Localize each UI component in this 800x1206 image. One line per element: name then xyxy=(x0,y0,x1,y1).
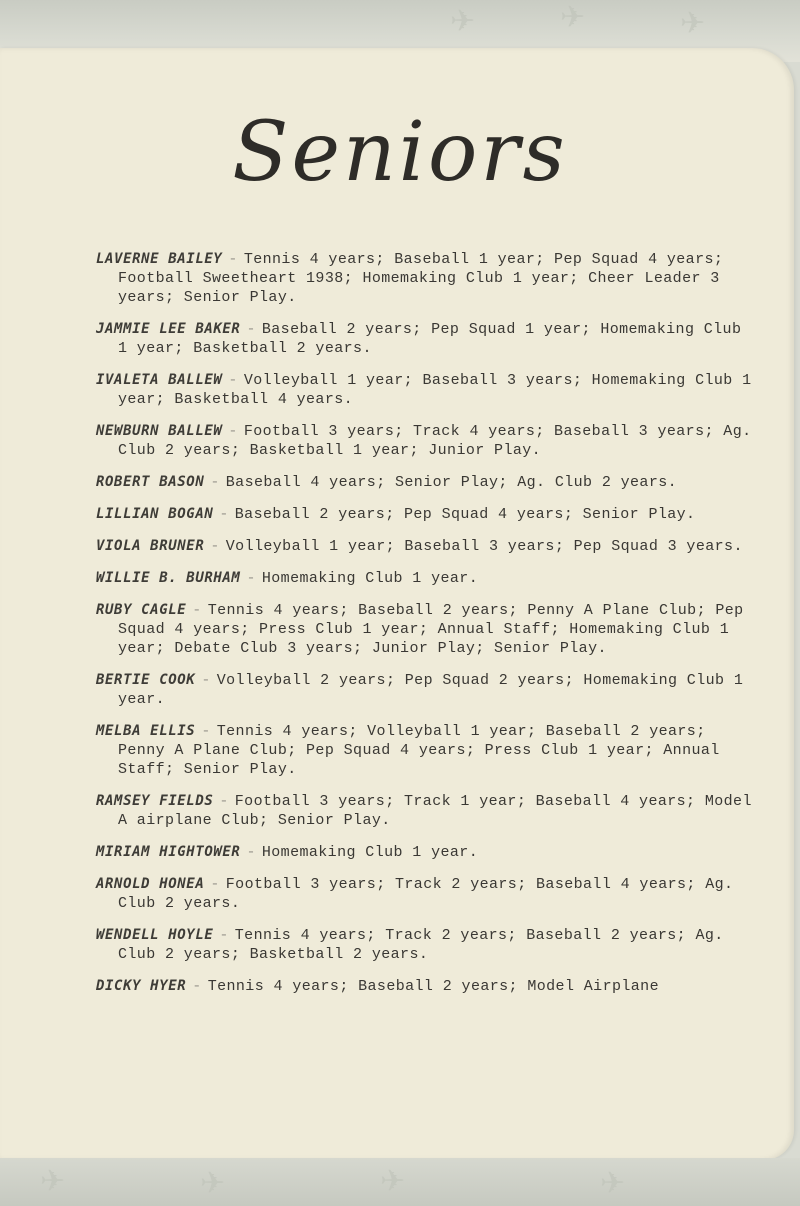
separator-dash: - xyxy=(201,672,211,689)
senior-entry xyxy=(96,422,756,460)
separator-dash: - xyxy=(192,602,202,619)
senior-activities: Homemaking Club 1 year. xyxy=(261,570,479,587)
senior-entry xyxy=(96,601,756,658)
separator-dash: - xyxy=(228,423,238,440)
senior-activities: Volleyball 1 year; Baseball 3 years; Pep Squad 3 years. xyxy=(225,538,743,555)
senior-activities: Volleyball 2 years; Pep Squad 2 years; Homemaking Club 1 year. xyxy=(118,672,744,708)
senior-name: BERTIE COOK xyxy=(96,672,196,688)
separator-dash: - xyxy=(192,978,202,995)
seniors-list xyxy=(96,250,756,1009)
senior-entry xyxy=(96,473,756,492)
senior-name: LAVERNE BAILEY xyxy=(96,251,223,267)
separator-dash: - xyxy=(201,723,211,740)
separator-dash: - xyxy=(246,570,256,587)
senior-name: DICKY HYER xyxy=(96,978,187,994)
senior-activities: Football 3 years; Track 4 years; Baseball 3 years; Ag. Club 2 years; Basketball 1 year; Junior Play. xyxy=(118,423,752,459)
senior-name: MELBA ELLIS xyxy=(96,723,196,739)
separator-dash: - xyxy=(210,876,220,893)
airplane-icon: ✈ xyxy=(380,1164,406,1199)
separator-dash: - xyxy=(228,251,238,268)
senior-activities: Baseball 2 years; Pep Squad 1 year; Homemaking Club 1 year; Basketball 2 years. xyxy=(118,321,742,357)
separator-dash: - xyxy=(219,793,229,810)
airplane-icon: ✈ xyxy=(680,6,706,41)
separator-dash: - xyxy=(219,506,229,523)
senior-entry xyxy=(96,722,756,779)
senior-entry xyxy=(96,371,756,409)
separator-dash: - xyxy=(219,927,229,944)
separator-dash: - xyxy=(210,538,220,555)
senior-name: IVALETA BALLEW xyxy=(96,372,223,388)
senior-entry xyxy=(96,875,756,913)
senior-name: WENDELL HOYLE xyxy=(96,927,214,943)
senior-name: NEWBURN BALLEW xyxy=(96,423,223,439)
senior-activities: Tennis 4 years; Volleyball 1 year; Baseball 2 years; Penny A Plane Club; Pep Squad 4 years; Press Club 1 year; Annual Staff; Senior Play. xyxy=(118,723,720,778)
senior-activities: Tennis 4 years; Baseball 2 years; Model Airplane xyxy=(207,978,659,995)
senior-activities: Tennis 4 years; Baseball 1 year; Pep Squad 4 years; Football Sweetheart 1938; Homemaking Club 1 year; Cheer Leader 3 years; Senior Play. xyxy=(118,251,724,306)
senior-activities: Baseball 2 years; Pep Squad 4 years; Senior Play. xyxy=(234,506,696,523)
separator-dash: - xyxy=(228,372,238,389)
senior-entry xyxy=(96,926,756,964)
senior-name: ARNOLD HONEA xyxy=(96,876,205,892)
separator-dash: - xyxy=(246,844,256,861)
senior-name: JAMMIE LEE BAKER xyxy=(96,321,241,337)
senior-activities: Tennis 4 years; Baseball 2 years; Penny A Plane Club; Pep Squad 4 years; Press Club 1 year; Annual Staff; Homemaking Club 1 year; Debate Club 3 years; Junior Play; Senior Play. xyxy=(118,602,744,657)
senior-name: RAMSEY FIELDS xyxy=(96,793,214,809)
senior-entry xyxy=(96,250,756,307)
airplane-icon: ✈ xyxy=(40,1164,66,1199)
senior-name: WILLIE B. BURHAM xyxy=(96,570,241,586)
senior-entry xyxy=(96,671,756,709)
senior-entry xyxy=(96,505,756,524)
separator-dash: - xyxy=(210,474,220,491)
airplane-icon: ✈ xyxy=(560,0,586,35)
senior-entry xyxy=(96,569,756,588)
airplane-icon: ✈ xyxy=(600,1166,626,1201)
senior-activities: Football 3 years; Track 2 years; Baseball 4 years; Ag. Club 2 years. xyxy=(118,876,734,912)
senior-entry xyxy=(96,792,756,830)
senior-activities: Baseball 4 years; Senior Play; Ag. Club 2 years. xyxy=(225,474,678,491)
airplane-icon: ✈ xyxy=(200,1166,226,1201)
senior-entry xyxy=(96,537,756,556)
senior-name: MIRIAM HIGHTOWER xyxy=(96,844,241,860)
senior-entry xyxy=(96,843,756,862)
senior-entry xyxy=(96,977,756,996)
bottom-airplane-border xyxy=(0,1158,800,1206)
senior-activities: Homemaking Club 1 year. xyxy=(261,844,479,861)
senior-activities: Volleyball 1 year; Baseball 3 years; Homemaking Club 1 year; Basketball 4 years. xyxy=(118,372,752,408)
senior-name: RUBY CAGLE xyxy=(96,602,187,618)
senior-activities: Football 3 years; Track 1 year; Baseball 4 years; Model A airplane Club; Senior Play. xyxy=(118,793,752,829)
page-title: Seniors xyxy=(232,105,568,200)
airplane-icon: ✈ xyxy=(450,4,476,39)
senior-name: LILLIAN BOGAN xyxy=(96,506,214,522)
separator-dash: - xyxy=(246,321,256,338)
senior-entry xyxy=(96,320,756,358)
senior-name: VIOLA BRUNER xyxy=(96,538,205,554)
senior-activities: Tennis 4 years; Track 2 years; Baseball 2 years; Ag. Club 2 years; Basketball 2 years. xyxy=(118,927,724,963)
senior-name: ROBERT BASON xyxy=(96,474,205,490)
